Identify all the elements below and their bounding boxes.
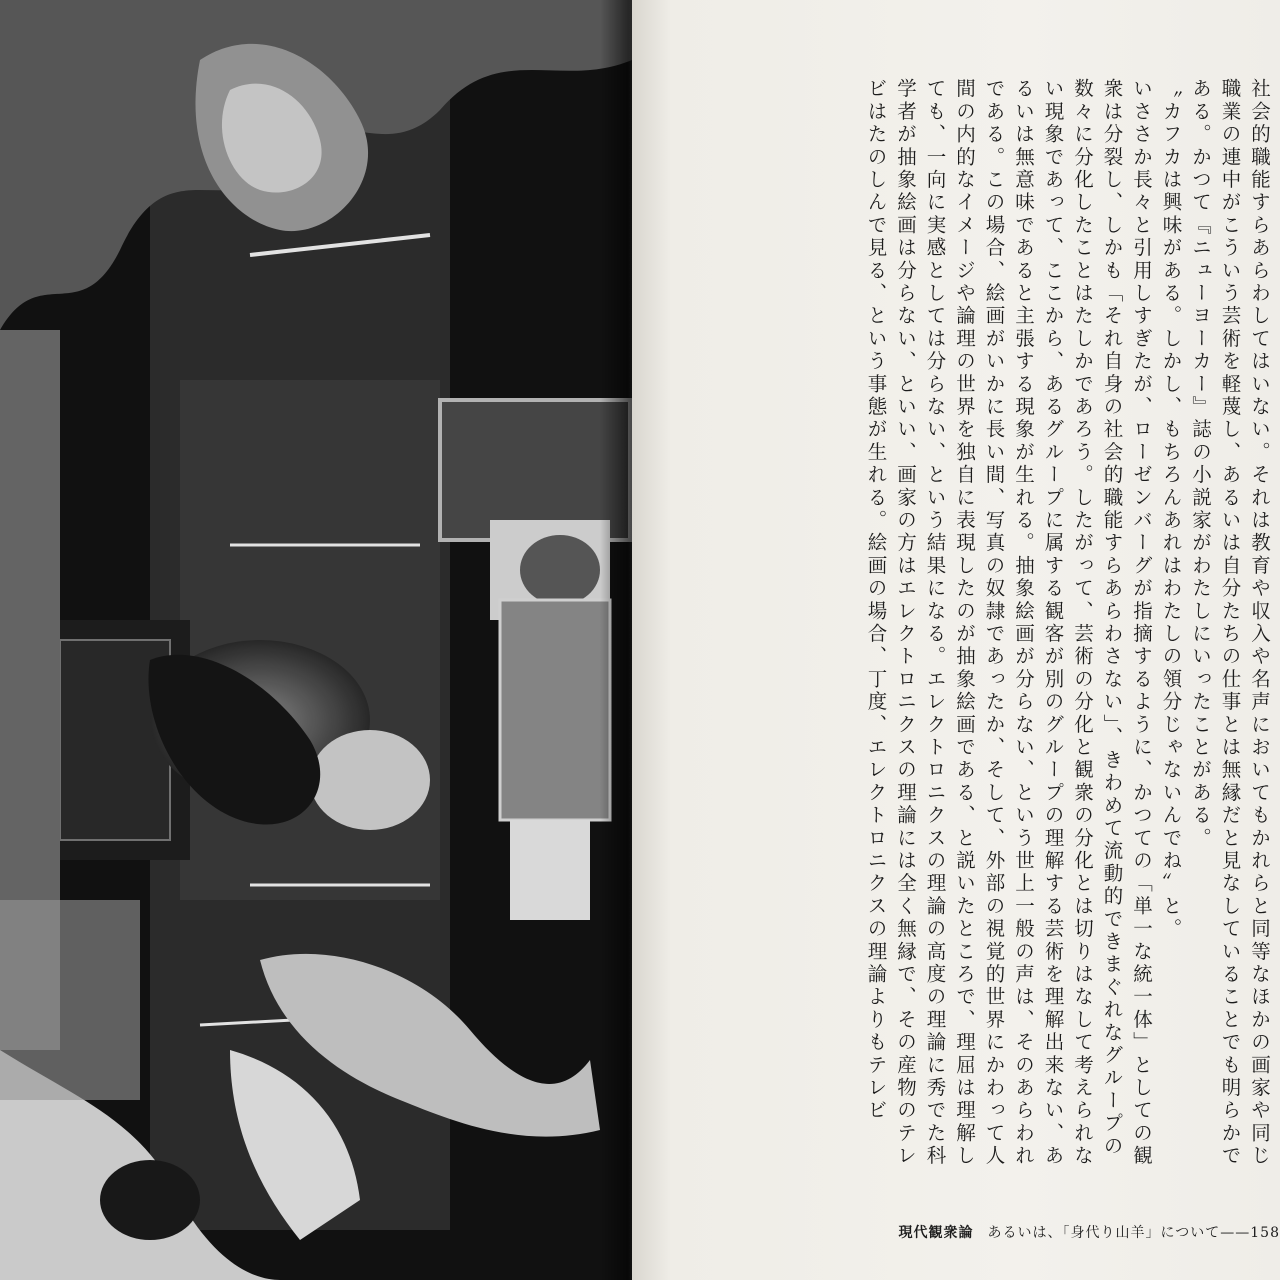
paragraph: 〝カフカは興味がある。しかし、もちろんあれはわたしの領分じゃないんでね〟と。 [1159,78,1183,941]
photo-page [0,0,632,1280]
paragraph: いささか長々と引用しすぎたが、ローゼンバーグが指摘するように、かつての「単一な統一体」としての観衆は分裂し、しかも「それ自身の社会的職能すらあらわさない」、きわめて流動的できまぐれなグループの数々に分化したことはたしかであろう。したがって、芸術の分化と観衆の分化とは切りはなして考えられない現象であって、ここから、あるグループに属する観客が別のグループの理解する芸術を理解出来ない、あるいは無意味であると主張する現象が生れる。抽象絵画が分らない、という世上一般の声は、そのあらわれである。この場合、絵画がいかに長い間、写真の奴隷であったか、そして、外部の視覚的世界にかわって人間の内的なイメージや論理の世界を独自に表現したのが抽象絵画である、と説いたところで、理屈は理解しても、一向に実感としては分らない、という結果になる。エレクトロニクスの理論の高度の理論に秀でた科学者が抽象絵画は分らない、といい、画家の方はエレクトロニクスの理論には全く無縁で、その産物のテレビはたのしんで見る、という事態が生れる。絵画の場合、丁度、エレクトロニクスの理論よりもテレビ [864,78,1153,1168]
vertical-body-text [654,78,1274,1178]
book-gutter-shadow [600,0,632,1280]
running-head-section: 現代観衆論 [898,1225,974,1241]
paragraph: 社会的職能すらあらわしてはいない。それは教育や収入や名声においてもかれらと同等なほかの画家や同じ職業の連中がこういう芸術を軽蔑し、あるいは自分たちの仕事とは無縁だと見なしていることでも明らかである。かつて『ニューヨーカー』誌の小説家がわたしにいったことがある。 [1189,78,1271,1168]
text-page [632,0,1280,1280]
running-head [899,1222,1280,1244]
running-head-subtitle-page: あるいは、「身代り山羊」について——158 [987,1225,1280,1241]
stage-performance-photo [0,0,632,1280]
